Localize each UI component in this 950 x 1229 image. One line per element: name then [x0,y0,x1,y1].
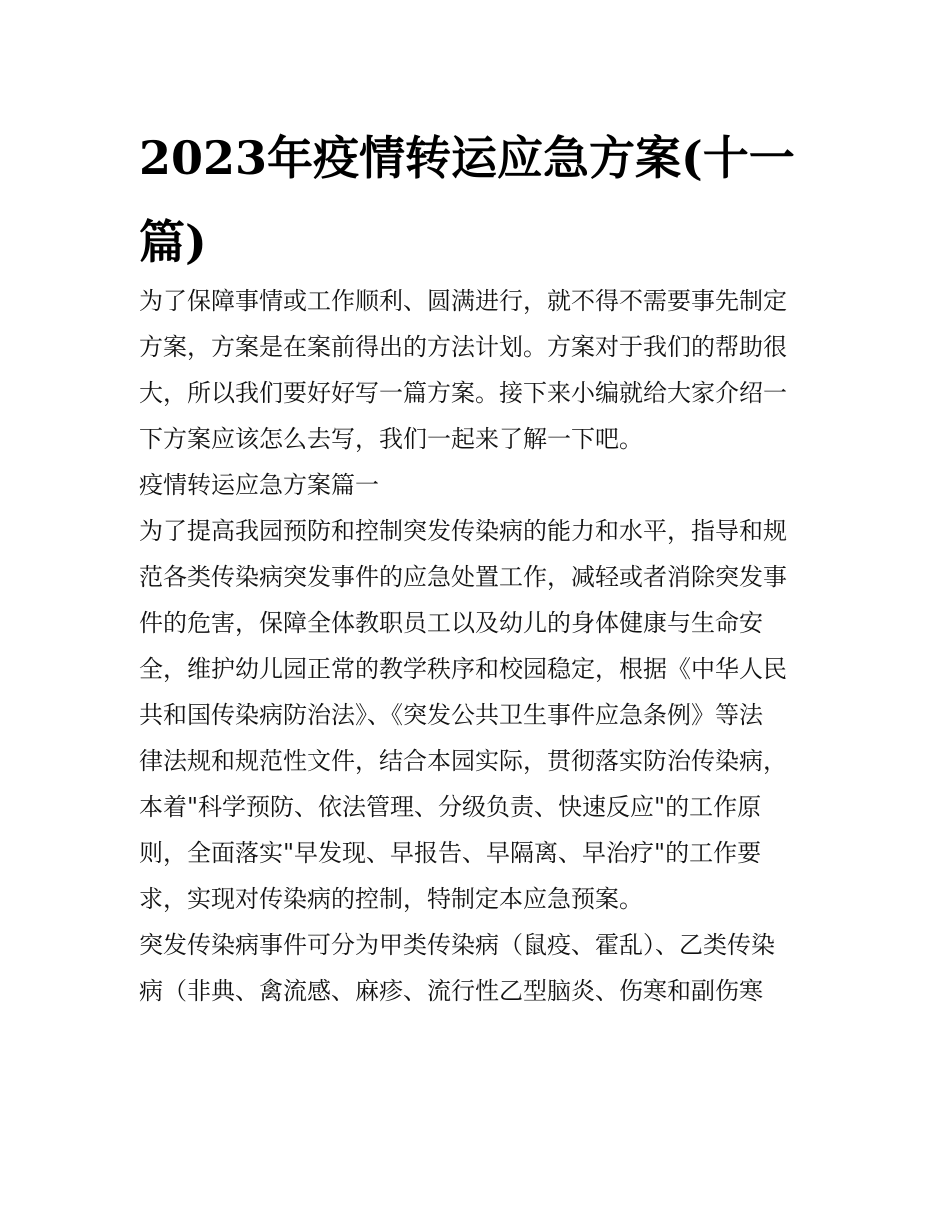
paragraph-line-6: 律法规和规范性文件，结合本园实际，贯彻落实防治传染病， [139,747,787,775]
paragraph-line-intro-2: 方案，方案是在案前得出的方法计划。方案对于我们的帮助很 [139,333,787,361]
paragraph-line-4: 全，维护幼儿园正常的教学秩序和校园稳定，根据《中华人民 [139,655,787,683]
paragraph-line-intro-3: 大，所以我们要好好写一篇方案。接下来小编就给大家介绍一 [139,379,787,407]
paragraph-line-8: 则，全面落实"早发现、早报告、早隔离、早治疗"的工作要 [139,839,762,867]
paragraph-line-1: 为了提高我园预防和控制突发传染病的能力和水平，指导和规 [139,517,787,545]
paragraph-line-intro-4: 下方案应该怎么去写，我们一起来了解一下吧。 [139,425,643,453]
paragraph-line-5: 共和国传染病防治法》、《突发公共卫生事件应急条例》等法 [139,701,763,729]
paragraph-line-10: 突发传染病事件可分为甲类传染病（鼠疫、霍乱）、乙类传染 [139,931,775,959]
paragraph-line-intro-1: 为了保障事情或工作顺利、圆满进行，就不得不需要事先制定 [139,287,787,315]
paragraph-line-7: 本着"科学预防、依法管理、分级负责、快速反应"的工作原 [139,793,762,821]
document-title: 2023年疫情转运应急方案(十一篇) [139,131,795,269]
paragraph-line-9: 求，实现对传染病的控制，特制定本应急预案。 [139,885,643,913]
paragraph-line-2: 范各类传染病突发事件的应急处置工作，减轻或者消除突发事 [139,563,787,591]
section-heading: 疫情转运应急方案篇一 [139,471,379,499]
paragraph-line-11: 病（非典、禽流感、麻疹、流行性乙型脑炎、伤寒和副伤寒 [139,977,763,1005]
paragraph-line-3: 件的危害，保障全体教职员工以及幼儿的身体健康与生命安 [139,609,763,637]
document-body [139,278,814,1014]
